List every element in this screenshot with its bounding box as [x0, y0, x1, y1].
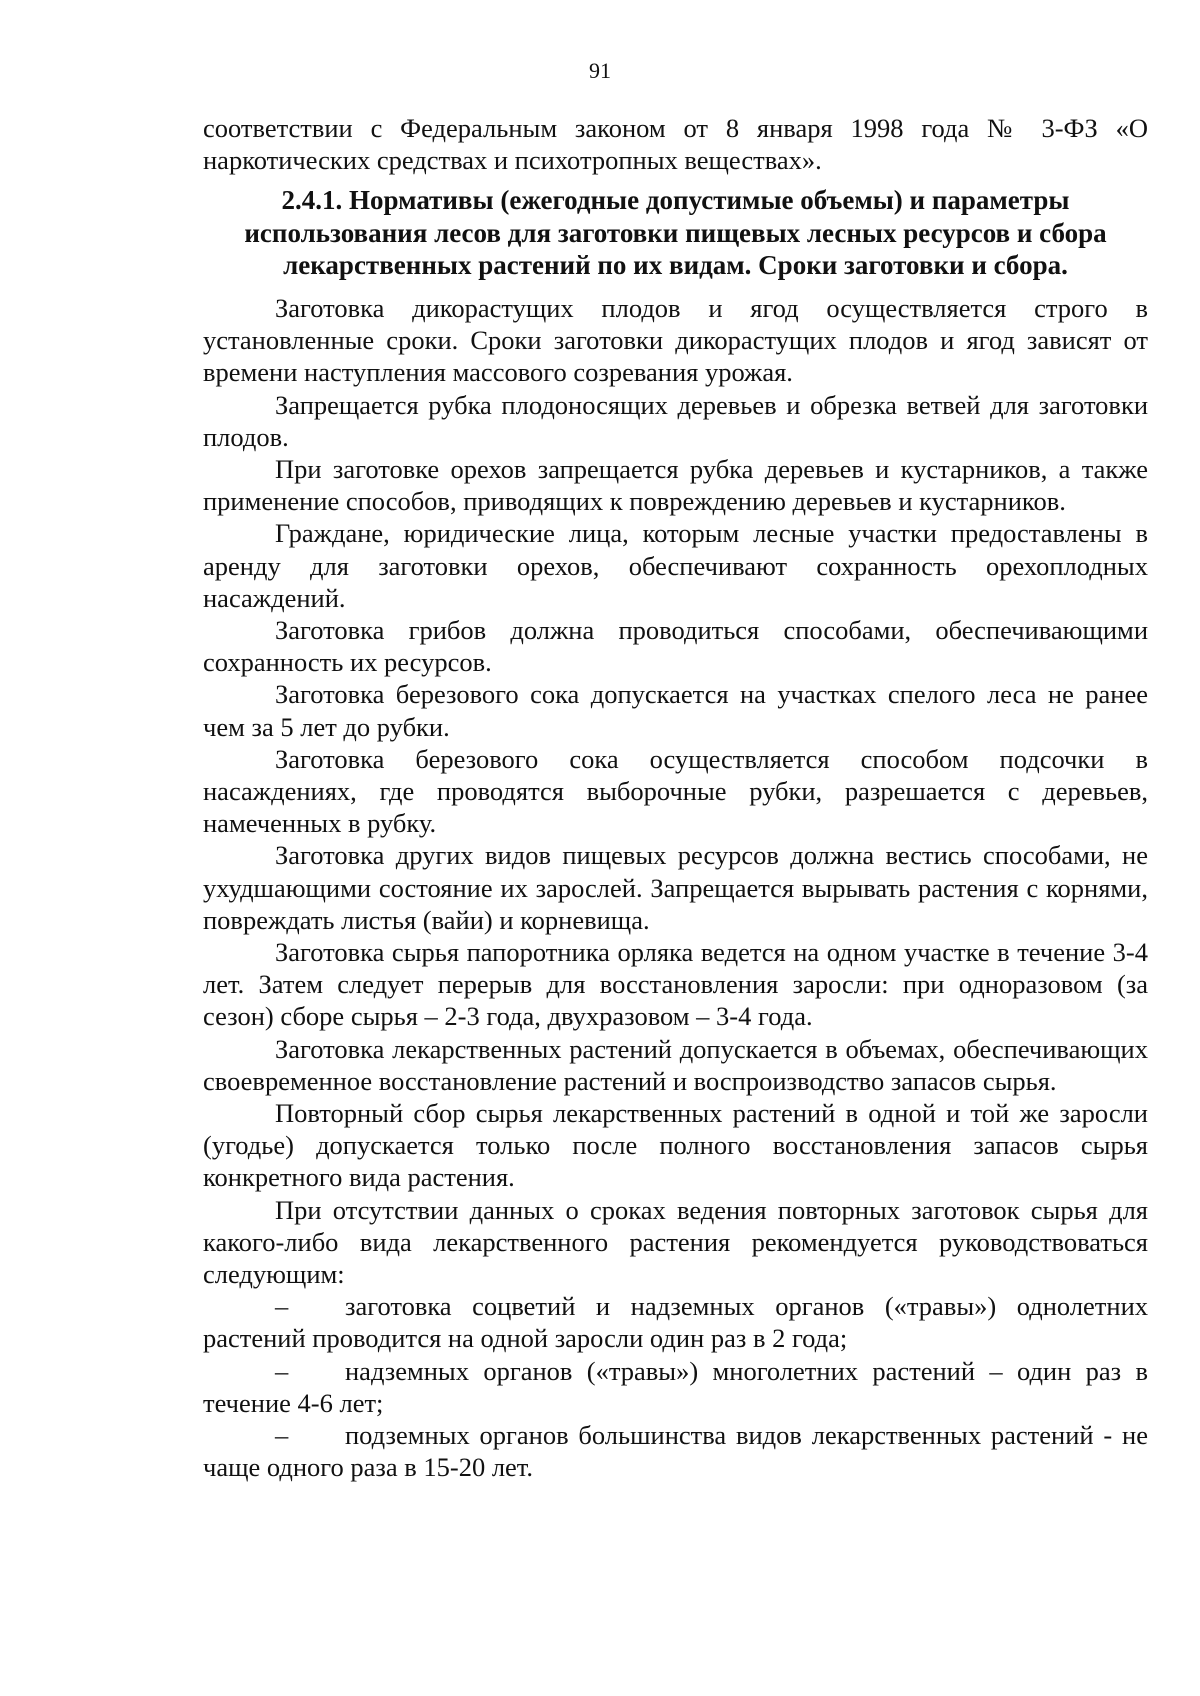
paragraph: Заготовка дикорастущих плодов и ягод осуществляется строго в установленные сроки. Сроки заготовки дикорастущих плодов и ягод зависят от времени наступления массового созревания урожая.: [203, 292, 1148, 388]
list-item-text: подземных органов большинства видов лекарственных растений - не чаще одного раза в 15-20 лет.: [203, 1420, 1148, 1483]
paragraph: Заготовка грибов должна проводиться способами, обеспечивающими сохранность их ресурсов.: [203, 614, 1148, 678]
paragraph: Заготовка березового сока осуществляется способом подсочки в насаждениях, где проводятся выборочные рубки, разрешается с деревьев, намеченных в рубку.: [203, 743, 1148, 839]
list-item-text: заготовка соцветий и надземных органов («травы») однолетних растений проводится на одной заросли один раз в 2 года;: [203, 1291, 1148, 1354]
paragraph: Заготовка березового сока допускается на участках спелого леса не ранее чем за 5 лет до рубки.: [203, 679, 1148, 742]
list-item: [203, 1290, 1148, 1354]
list-item: [203, 1355, 1148, 1419]
paragraph: Повторный сбор сырья лекарственных растений в одной и той же заросли (угодье) допускается только после полного восстановления запасов сырья конкретного вида растения.: [203, 1097, 1148, 1193]
paragraph: Заготовка лекарственных растений допускается в объемах, обеспечивающих своевременное восстановление растений и воспроизводство запасов сырья.: [203, 1033, 1148, 1096]
list-item: [203, 1419, 1148, 1483]
document-body: [203, 112, 1148, 1483]
list-dash: –: [275, 1420, 289, 1451]
lead-paragraph: соответствии с Федеральным законом от 8 января 1998 года № 3-ФЗ «О наркотических средствах и психотропных веществах».: [203, 113, 1148, 176]
paragraph: Граждане, юридические лица, которым лесные участки предоставлены в аренду для заготовки орехов, обеспечивают сохранность орехоплодных насаждений.: [203, 518, 1148, 613]
list-dash: –: [275, 1291, 289, 1322]
paragraph: Заготовка сырья папоротника орляка ведется на одном участке в течение 3-4 лет. Затем следует перерыв для восстановления заросли: при одноразовом (за сезон) сборе сырья – 2-3 года, двухразовом – 3-4 года.: [203, 936, 1148, 1032]
paragraph: При отсутствии данных о сроках ведения повторных заготовок сырья для какого-либо вида лекарственного растения рекомендуется руководствоваться следующим:: [203, 1194, 1148, 1289]
page-number: 91: [589, 58, 611, 83]
paragraph: При заготовке орехов запрещается рубка деревьев и кустарников, а также применение способов, приводящих к повреждению деревьев и кустарников.: [203, 453, 1148, 517]
list-dash: –: [275, 1355, 289, 1386]
paragraph: Заготовка других видов пищевых ресурсов должна вестись способами, не ухудшающими состояние их зарослей. Запрещается вырывать растения с корнями, повреждать листья (вайи) и корневища.: [203, 840, 1148, 935]
section-heading: 2.4.1. Нормативы (ежегодные допустимые объемы) и параметры использования лесов для заготовки пищевых лесных ресурсов и сбора лекарственных растений по их видам. Сроки заготовки и сбора.: [244, 185, 1107, 281]
paragraph: Запрещается рубка плодоносящих деревьев и обрезка ветвей для заготовки плодов.: [203, 389, 1148, 452]
list-item-text: надземных органов («травы») многолетних растений – один раз в течение 4-6 лет;: [203, 1355, 1148, 1418]
